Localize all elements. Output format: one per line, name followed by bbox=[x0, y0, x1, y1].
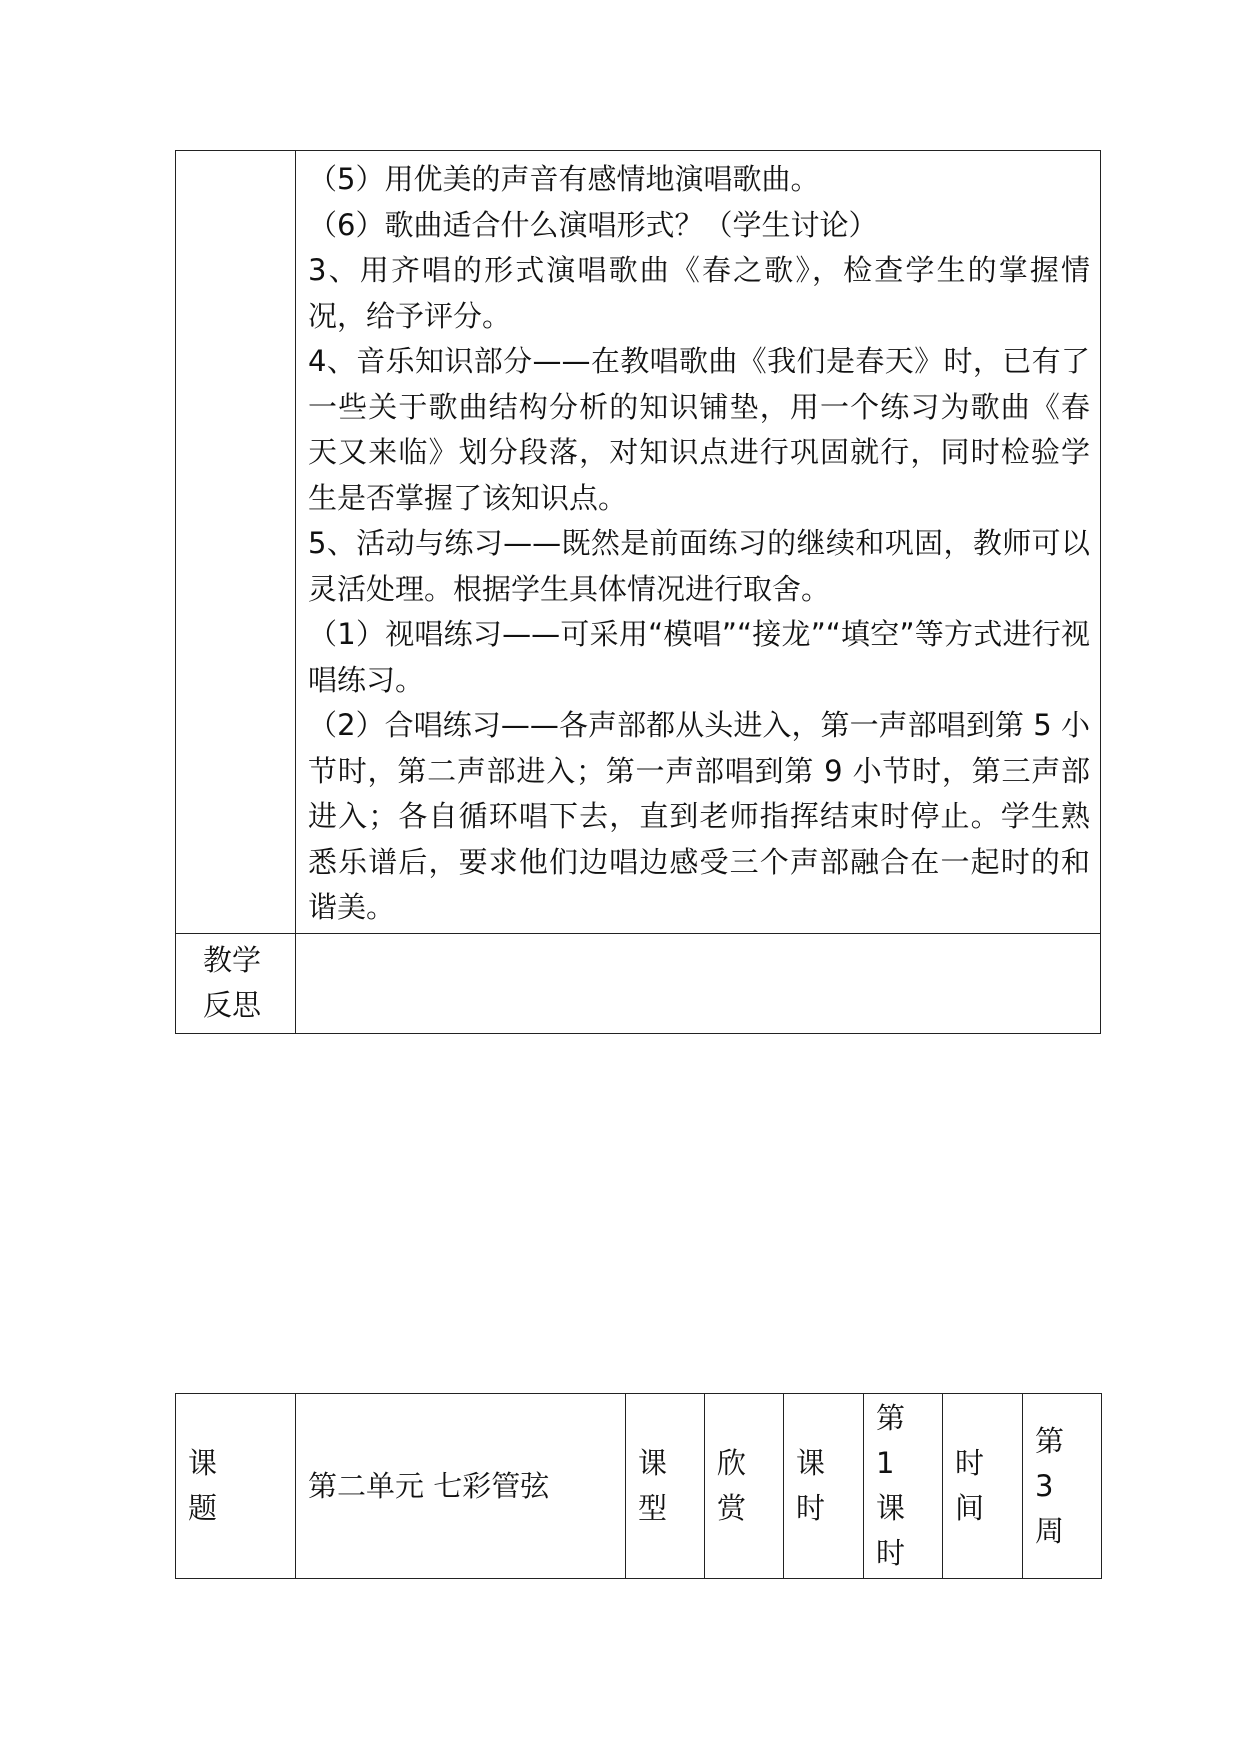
topic-label: 课 题 bbox=[176, 1394, 296, 1579]
step-line: 5、活动与练习——既然是前面练习的继续和巩固，教师可以灵活处理。根据学生具体情况进行取舍。 bbox=[308, 526, 1090, 606]
reflection-label-line: 反思 bbox=[203, 987, 262, 1022]
type-value: 欣 赏 bbox=[705, 1394, 784, 1579]
time-value: 第 3 周 bbox=[1023, 1394, 1102, 1579]
step-line: （1）视唱练习——可采用“模唱”“接龙”“填空”等方式进行视唱练习。 bbox=[308, 617, 1090, 697]
reflection-row bbox=[176, 933, 1101, 1033]
topic-value: 第二单元 七彩管弦 bbox=[296, 1394, 626, 1579]
time-label: 时 间 bbox=[943, 1394, 1023, 1579]
step-line: 3、用齐唱的形式演唱歌曲《春之歌》，检查学生的掌握情况，给予评分。 bbox=[308, 253, 1090, 333]
period-label: 课 时 bbox=[784, 1394, 864, 1579]
procedure-row bbox=[176, 151, 1101, 934]
reflection-label bbox=[176, 933, 296, 1033]
reflection-content bbox=[296, 933, 1101, 1033]
step-line: 4、音乐知识部分——在教唱歌曲《我们是春天》时，已有了一些关于歌曲结构分析的知识铺垫，用一个练习为歌曲《春天又来临》划分段落，对知识点进行巩固就行，同时检验学生是否掌握了该知识点。 bbox=[308, 344, 1090, 515]
step-line: （6）歌曲适合什么演唱形式？（学生讨论） bbox=[308, 207, 878, 242]
procedure-content-cell bbox=[296, 151, 1101, 934]
procedure-label-cell bbox=[176, 151, 296, 934]
step-line: （2）合唱练习——各声部都从头进入，第一声部唱到第 5 小节时，第二声部进入；第一声部唱到第 9 小节时，第三声部进入；各自循环唱下去，直到老师指挥结束时停止。学生熟悉乐谱后，要求他们边唱边感受三个声部融合在一起时的和谐美。 bbox=[308, 708, 1090, 924]
lesson-header-row bbox=[176, 1394, 1102, 1579]
reflection-label-line: 教学 bbox=[203, 942, 262, 977]
lesson-plan-table bbox=[175, 150, 1101, 1034]
type-label: 课 型 bbox=[626, 1394, 705, 1579]
lesson-header-table bbox=[175, 1393, 1102, 1579]
period-value: 第 1 课 时 bbox=[864, 1394, 943, 1579]
step-line: （5）用优美的声音有感情地演唱歌曲。 bbox=[308, 162, 820, 196]
